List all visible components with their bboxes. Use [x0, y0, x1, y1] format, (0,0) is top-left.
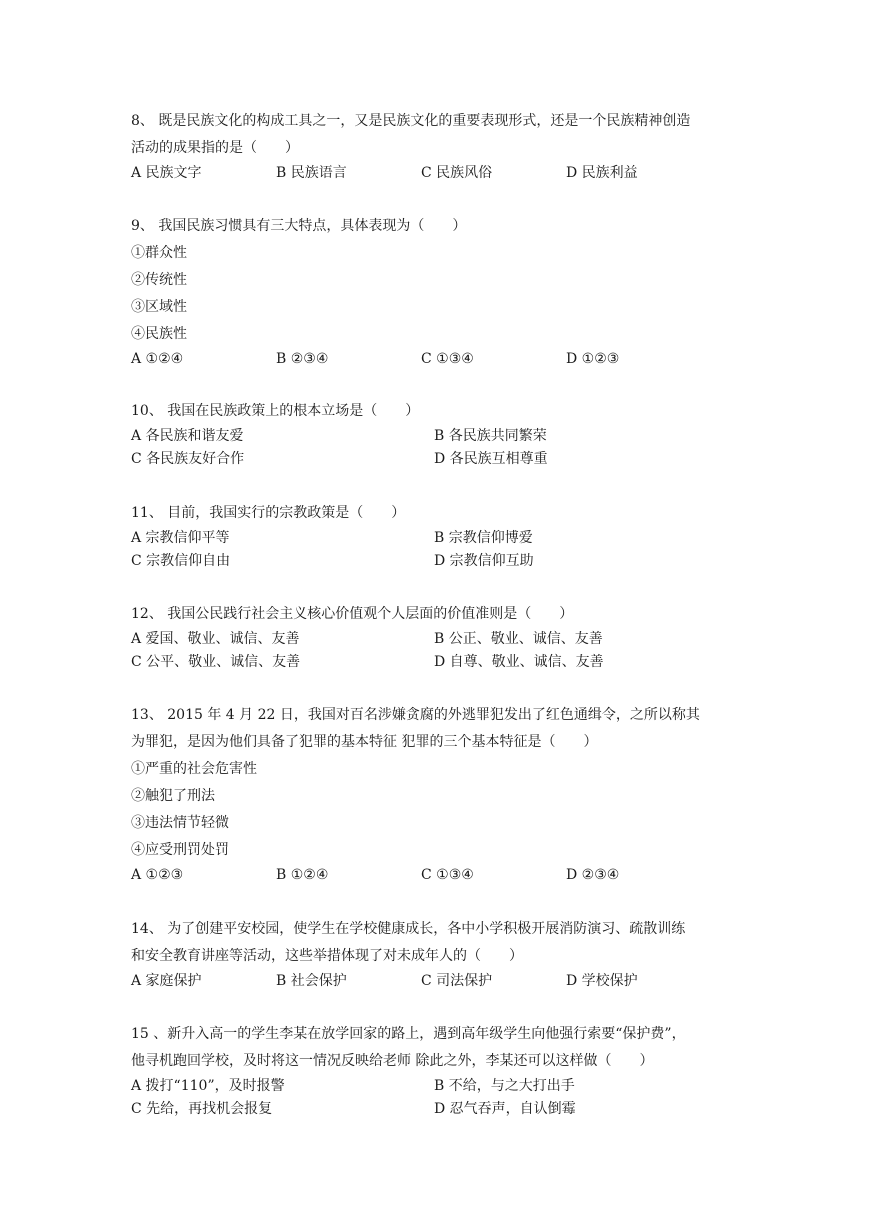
option-c: C 公平、敬业、诚信、友善 [131, 654, 301, 670]
option-c: C 先给，再找机会报复 [131, 1101, 273, 1117]
options-row [131, 651, 741, 674]
options-row [131, 970, 741, 993]
option-b: B ②③④ [276, 351, 329, 367]
statement-item: ②触犯了刑法 [131, 788, 215, 804]
options-row [131, 1098, 741, 1121]
question-8 [131, 108, 741, 185]
statement-item: ①群众性 [131, 245, 187, 261]
question-13 [131, 702, 741, 887]
question-stem: 11、 目前，我国实行的宗教政策是（ ） [131, 505, 406, 521]
option-a: A 拨打“110”，及时报警 [131, 1078, 285, 1094]
option-a: A 宗教信仰平等 [131, 530, 230, 546]
options-row [131, 1075, 741, 1098]
question-12 [131, 601, 741, 674]
option-b: B 各民族共同繁荣 [434, 428, 547, 444]
statement-item: ③违法情节轻微 [131, 815, 229, 831]
question-stem: 12、 我国公民践行社会主义核心价值观个人层面的价值准则是（ ） [131, 606, 574, 622]
options-row [131, 550, 741, 573]
option-b: B 公正、敬业、诚信、友善 [434, 631, 603, 647]
option-a: A 各民族和谐友爱 [131, 428, 244, 444]
question-9 [131, 213, 741, 371]
option-d: D 自尊、敬业、诚信、友善 [434, 654, 604, 670]
option-d: D ①②③ [566, 351, 620, 367]
option-c: C 司法保护 [421, 973, 493, 989]
options-row [131, 864, 741, 887]
options-row [131, 448, 741, 471]
question-stem: 10、 我国在民族政策上的根本立场是（ ） [131, 403, 420, 419]
question-stem: 8、 既是民族文化的构成工具之一，又是民族文化的重要表现形式，还是一个民族精神创造 [131, 113, 691, 129]
options-row [131, 527, 741, 550]
option-b: B 民族语言 [276, 165, 347, 181]
option-c: C ①③④ [421, 867, 474, 883]
question-14 [131, 916, 741, 993]
option-b: B ①②④ [276, 867, 329, 883]
statement-item: ③区域性 [131, 299, 187, 315]
option-d: D 民族利益 [566, 165, 638, 181]
question-10 [131, 398, 741, 471]
statement-item: ④应受刑罚处罚 [131, 842, 229, 858]
statement-item: ②传统性 [131, 272, 187, 288]
option-b: B 宗教信仰博爱 [434, 530, 533, 546]
options-row [131, 162, 741, 185]
options-row [131, 348, 741, 371]
option-c: C 宗教信仰自由 [131, 553, 231, 569]
question-stem: 他寻机跑回学校，及时将这一情况反映给老师 除此之外，李某还可以这样做（ ） [131, 1053, 654, 1069]
option-a: A ①②④ [131, 351, 184, 367]
option-b: B 不给，与之大打出手 [434, 1078, 575, 1094]
options-row [131, 425, 741, 448]
option-d: D 忍气吞声，自认倒霉 [434, 1101, 576, 1117]
question-stem: 活动的成果指的是（ ） [131, 140, 299, 156]
question-stem: 14、 为了创建平安校园，使学生在学校健康成长，各中小学积极开展消防演习、疏散训练 [131, 921, 686, 937]
question-stem: 13、 2015 年 4 月 22 日，我国对百名涉嫌贪腐的外逃罪犯发出了红色通缉令，之所以称其 [131, 707, 700, 723]
option-d: D ②③④ [566, 867, 620, 883]
question-stem: 15 、新升入高一的学生李某在放学回家的路上，遇到高年级学生向他强行索要“保护费”， [131, 1026, 686, 1042]
question-stem: 和安全教育讲座等活动，这些举措体现了对未成年人的（ ） [131, 948, 523, 964]
option-d: D 各民族互相尊重 [434, 451, 548, 467]
option-b: B 社会保护 [276, 973, 347, 989]
option-d: D 宗教信仰互助 [434, 553, 534, 569]
question-stem: 9、 我国民族习惯具有三大特点，具体表现为（ ） [131, 218, 467, 234]
option-a: A 爱国、敬业、诚信、友善 [131, 631, 300, 647]
question-11 [131, 500, 741, 573]
option-c: C 民族风俗 [421, 165, 493, 181]
option-c: C ①③④ [421, 351, 474, 367]
option-a: A 家庭保护 [131, 973, 202, 989]
option-d: D 学校保护 [566, 973, 638, 989]
statement-item: ①严重的社会危害性 [131, 761, 257, 777]
option-c: C 各民族友好合作 [131, 451, 245, 467]
statement-item: ④民族性 [131, 326, 187, 342]
question-15 [131, 1021, 741, 1121]
option-a: A ①②③ [131, 867, 184, 883]
question-stem: 为罪犯，是因为他们具备了犯罪的基本特征 犯罪的三个基本特征是（ ） [131, 734, 598, 750]
options-row [131, 628, 741, 651]
option-a: A 民族文字 [131, 165, 202, 181]
